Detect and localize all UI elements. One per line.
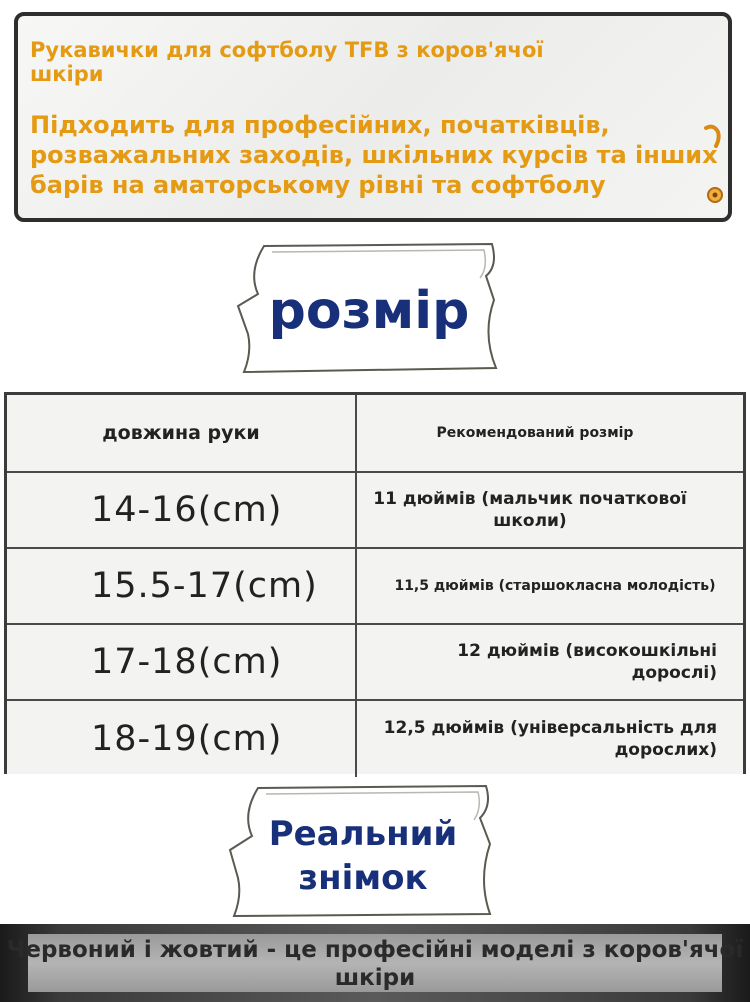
photo-heading-tag xyxy=(228,784,498,920)
column-header-hand-length: довжина руки xyxy=(7,395,357,471)
bottom-caption: Червоний і жовтий - це професійні моделі з коров'ячої шкіри xyxy=(6,937,744,991)
column-header-recommended-size: Рекомендований розмір xyxy=(436,424,634,441)
circle-icon xyxy=(706,186,724,204)
recommended-size-cell: 12 дюймів (високошкільні дорослі) xyxy=(457,641,717,683)
product-description: Підходить для професійних, початківців, розважальних заходів, шкільних курсів та інших барів на аматорському рівні та софтболу xyxy=(30,111,718,199)
recommended-size-cell: 12,5 дюймів (універсальність для дорослих) xyxy=(383,718,717,760)
hand-length-cell: 18-19(cm) xyxy=(7,701,357,777)
hook-icon xyxy=(704,124,722,148)
table-row xyxy=(7,625,743,701)
photo-heading: Реальний знімок xyxy=(268,814,458,898)
hand-length-cell: 15.5-17(cm) xyxy=(7,549,357,623)
table-row xyxy=(7,549,743,625)
table-header-row xyxy=(7,395,743,473)
recommended-size-cell: 11,5 дюймів (старшокласна молодість) xyxy=(394,578,716,594)
hand-length-cell: 17-18(cm) xyxy=(7,625,357,699)
hand-length-cell: 14-16(cm) xyxy=(7,473,357,547)
table-row xyxy=(7,701,743,777)
recommended-size-cell: 11 дюймів (мальчик початкової школи) xyxy=(373,489,687,531)
product-banner xyxy=(14,12,732,222)
size-table xyxy=(4,392,746,774)
size-heading-tag xyxy=(236,242,502,374)
size-heading: розмір xyxy=(268,281,470,341)
product-title: Рукавички для софтболу TFB з коров'ячої шкіри xyxy=(30,38,544,86)
table-row xyxy=(7,473,743,549)
bottom-caption-strip xyxy=(0,924,750,1002)
